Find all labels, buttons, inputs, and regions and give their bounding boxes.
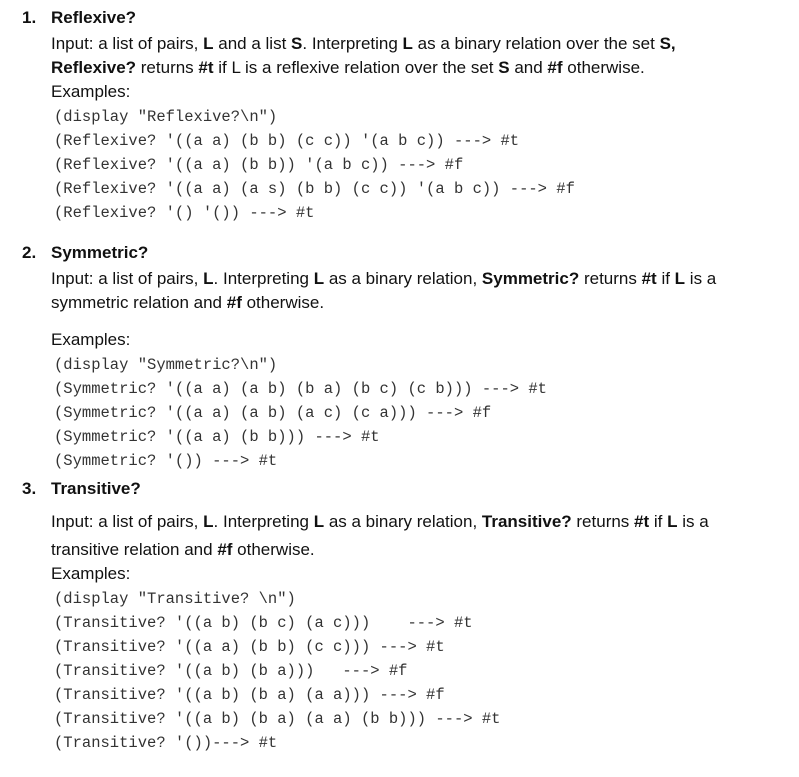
examples-label: Examples: [51, 330, 131, 349]
code-line: (Transitive? '((a b) (b a) (a a) (b b))) ---> #t [54, 710, 501, 728]
desc-text: otherwise. [241, 293, 325, 312]
code-line: (Symmetric? '((a a) (b b))) ---> #t [54, 428, 380, 446]
examples-label: Examples: [51, 82, 131, 101]
desc-text: Input: a list of pairs, [51, 34, 204, 53]
desc-text: returns [571, 512, 635, 531]
bold-term: L [203, 269, 214, 288]
bold-term: Transitive? [481, 512, 572, 531]
examples-label: Examples: [51, 564, 131, 583]
code-line: (Transitive? '((a b) (b c) (a c))) ---> #t [54, 614, 473, 632]
desc-text: and [509, 58, 548, 77]
desc-text: returns [136, 58, 199, 77]
code-line: (Reflexive? '((a a) (b b)) '(a b c)) ---> #f [54, 156, 464, 174]
bold-term: L [313, 269, 325, 288]
bold-term: Reflexive? [51, 58, 137, 77]
code-line: (Reflexive? '((a a) (a s) (b b) (c c)) '(a b c)) ---> #f [54, 180, 575, 198]
code-line: (Reflexive? '() '()) ---> #t [54, 204, 315, 222]
bold-term: L [402, 34, 413, 53]
code-line: (Transitive? '((a a) (b b) (c c))) ---> #t [54, 638, 445, 656]
bold-term: #t [641, 269, 657, 288]
section-title: Transitive? [51, 479, 141, 498]
bold-term: L [203, 512, 214, 531]
code-block [54, 353, 547, 473]
code-line: (Symmetric? '()) ---> #t [54, 452, 278, 470]
code-line: (Transitive? '())---> #t [54, 734, 278, 752]
section-description [51, 32, 751, 80]
section-description [51, 267, 781, 315]
desc-text: and a list [213, 34, 292, 53]
bold-term: L [674, 269, 686, 288]
desc-text: . Interpreting [213, 512, 314, 531]
bold-term: L [203, 34, 214, 53]
desc-text: returns [579, 269, 642, 288]
code-line: (Transitive? '((a b) (b a) (a a))) ---> #f [54, 686, 445, 704]
code-line: (display "Reflexive?\n") [54, 108, 278, 126]
code-block [54, 105, 575, 225]
code-line: (Transitive? '((a b) (b a))) ---> #f [54, 662, 408, 680]
bold-term: #f [226, 293, 242, 312]
bold-term: #f [217, 540, 233, 559]
desc-text: otherwise. [562, 58, 645, 77]
bold-term: S [498, 58, 510, 77]
desc-text: otherwise. [232, 540, 315, 559]
desc-text: as a binary relation over the set [412, 34, 660, 53]
desc-text: . Interpreting [302, 34, 403, 53]
bold-term: L [667, 512, 678, 531]
desc-text: as a binary relation, [324, 512, 482, 531]
code-line: (Reflexive? '((a a) (b b) (c c)) '(a b c)) ---> #t [54, 132, 520, 150]
code-line: (Symmetric? '((a a) (a b) (b a) (b c) (c b))) ---> #t [54, 380, 547, 398]
desc-text: . Interpreting [213, 269, 314, 288]
section-number: 3. [22, 479, 37, 498]
desc-text: as a binary relation, [324, 269, 482, 288]
desc-text: if [649, 512, 668, 531]
bold-term: #t [634, 512, 650, 531]
bold-term: S, [659, 34, 676, 53]
bold-term: L [313, 512, 325, 531]
desc-text: is a symmetric relation and [51, 269, 717, 312]
section-title: Symmetric? [51, 243, 149, 262]
bold-term: S [291, 34, 303, 53]
bold-term: #f [547, 58, 563, 77]
desc-text: if L is a reflexive relation over the set [213, 58, 499, 77]
code-line: (display "Symmetric?\n") [54, 356, 278, 374]
code-line: (Symmetric? '((a a) (a b) (a c) (c a))) ---> #f [54, 404, 492, 422]
desc-text: is a transitive relation and [51, 512, 709, 559]
desc-text: Input: a list of pairs, [51, 269, 204, 288]
desc-text: Input: a list of pairs, [51, 512, 204, 531]
bold-term: Symmetric? [481, 269, 580, 288]
section-number: 1. [22, 8, 37, 27]
code-line: (display "Transitive? \n") [54, 590, 296, 608]
section-description [51, 508, 771, 564]
bold-term: #t [198, 58, 214, 77]
section-title: Reflexive? [51, 8, 137, 27]
desc-text: if [656, 269, 675, 288]
section-number: 2. [22, 243, 37, 262]
code-block [54, 587, 500, 755]
